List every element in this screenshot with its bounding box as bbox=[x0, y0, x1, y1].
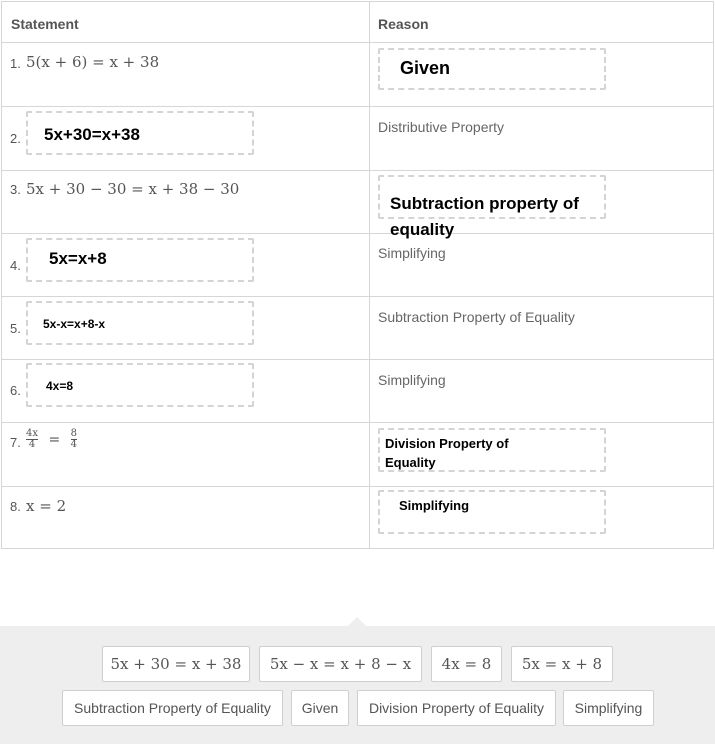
row-number: 3. bbox=[10, 182, 21, 197]
statement-drop-zone[interactable] bbox=[26, 363, 254, 407]
answer-line-1: Division Property of bbox=[385, 436, 509, 451]
tile-simplifying[interactable]: Simplifying bbox=[563, 690, 654, 726]
reason-text: Simplifying bbox=[378, 372, 446, 388]
rhs-denominator: 4 bbox=[70, 439, 78, 450]
tile-4x-equals-8[interactable]: 4x = 8 bbox=[431, 646, 502, 682]
reason-text: Simplifying bbox=[378, 245, 446, 261]
reason-drop-zone[interactable] bbox=[378, 428, 606, 472]
reason-drop-zone[interactable] bbox=[378, 490, 606, 534]
row-number: 4. bbox=[10, 258, 21, 273]
proof-row-1 bbox=[2, 43, 713, 107]
lhs-numerator: 4x bbox=[26, 428, 39, 439]
row-number: 7. bbox=[10, 435, 21, 450]
reason-text: Subtraction Property of Equality bbox=[378, 309, 575, 325]
fraction-rhs bbox=[71, 429, 77, 450]
handwritten-answer: Subtraction property of equality bbox=[390, 194, 579, 239]
tile-subtraction-property[interactable]: Subtraction Property of Equality bbox=[62, 690, 283, 726]
statement-text: 5x + 30 − 30 = x + 38 − 30 bbox=[26, 180, 240, 198]
row-number: 1. bbox=[10, 56, 21, 71]
table-header bbox=[2, 2, 713, 43]
tile-given[interactable]: Given bbox=[291, 690, 349, 726]
proof-row-8 bbox=[2, 487, 713, 549]
handwritten-answer: 5x-x=x+8-x bbox=[43, 317, 106, 331]
reason-text: Distributive Property bbox=[378, 119, 505, 135]
proof-row-6 bbox=[2, 360, 713, 423]
tile-5x-minus-x[interactable]: 5x − x = x + 8 − x bbox=[259, 646, 422, 682]
proof-row-3 bbox=[2, 171, 713, 239]
rhs-numerator: 8 bbox=[70, 428, 78, 439]
proof-row-2 bbox=[2, 107, 713, 171]
reason-column-header: Reason bbox=[378, 16, 429, 32]
answer-tile-tray bbox=[0, 626, 715, 744]
tile-5x-equals-x-plus-8[interactable]: 5x = x + 8 bbox=[511, 646, 613, 682]
tile-division-property[interactable]: Division Property of Equality bbox=[357, 690, 556, 726]
proof-row-7 bbox=[2, 423, 713, 487]
handwritten-answer bbox=[385, 434, 509, 472]
reason-drop-zone[interactable] bbox=[378, 48, 606, 90]
handwritten-answer: 5x+30=x+38 bbox=[44, 125, 140, 144]
row-number: 6. bbox=[10, 383, 21, 398]
handwritten-answer: Simplifying bbox=[399, 498, 470, 513]
statement-drop-zone[interactable] bbox=[26, 301, 254, 345]
handwritten-answer: 5x=x+8 bbox=[49, 249, 107, 268]
fraction-lhs bbox=[26, 429, 38, 450]
row-number: 5. bbox=[10, 321, 21, 336]
answer-line-2: Equality bbox=[385, 455, 436, 470]
lhs-denominator: 4 bbox=[26, 439, 38, 450]
handwritten-answer: Given bbox=[400, 58, 451, 78]
proof-table bbox=[1, 1, 714, 549]
row-number: 2. bbox=[10, 131, 21, 146]
statement-column-header: Statement bbox=[11, 16, 79, 32]
statement-drop-zone[interactable] bbox=[26, 238, 254, 282]
statement-drop-zone[interactable] bbox=[26, 111, 254, 155]
handwritten-answer: 4x=8 bbox=[46, 379, 74, 393]
proof-row-4 bbox=[2, 234, 713, 297]
tile-5x-plus-30[interactable]: 5x + 30 = x + 38 bbox=[102, 646, 250, 682]
statement-text: $\frac{4x}{4}$ = $\frac{8}{4}$ bbox=[26, 428, 78, 450]
statement-text: x = 2 bbox=[26, 497, 67, 515]
row-number: 8. bbox=[10, 499, 21, 514]
proof-row-5 bbox=[2, 297, 713, 360]
statement-text: 5(x + 6) = x + 38 bbox=[26, 53, 160, 71]
